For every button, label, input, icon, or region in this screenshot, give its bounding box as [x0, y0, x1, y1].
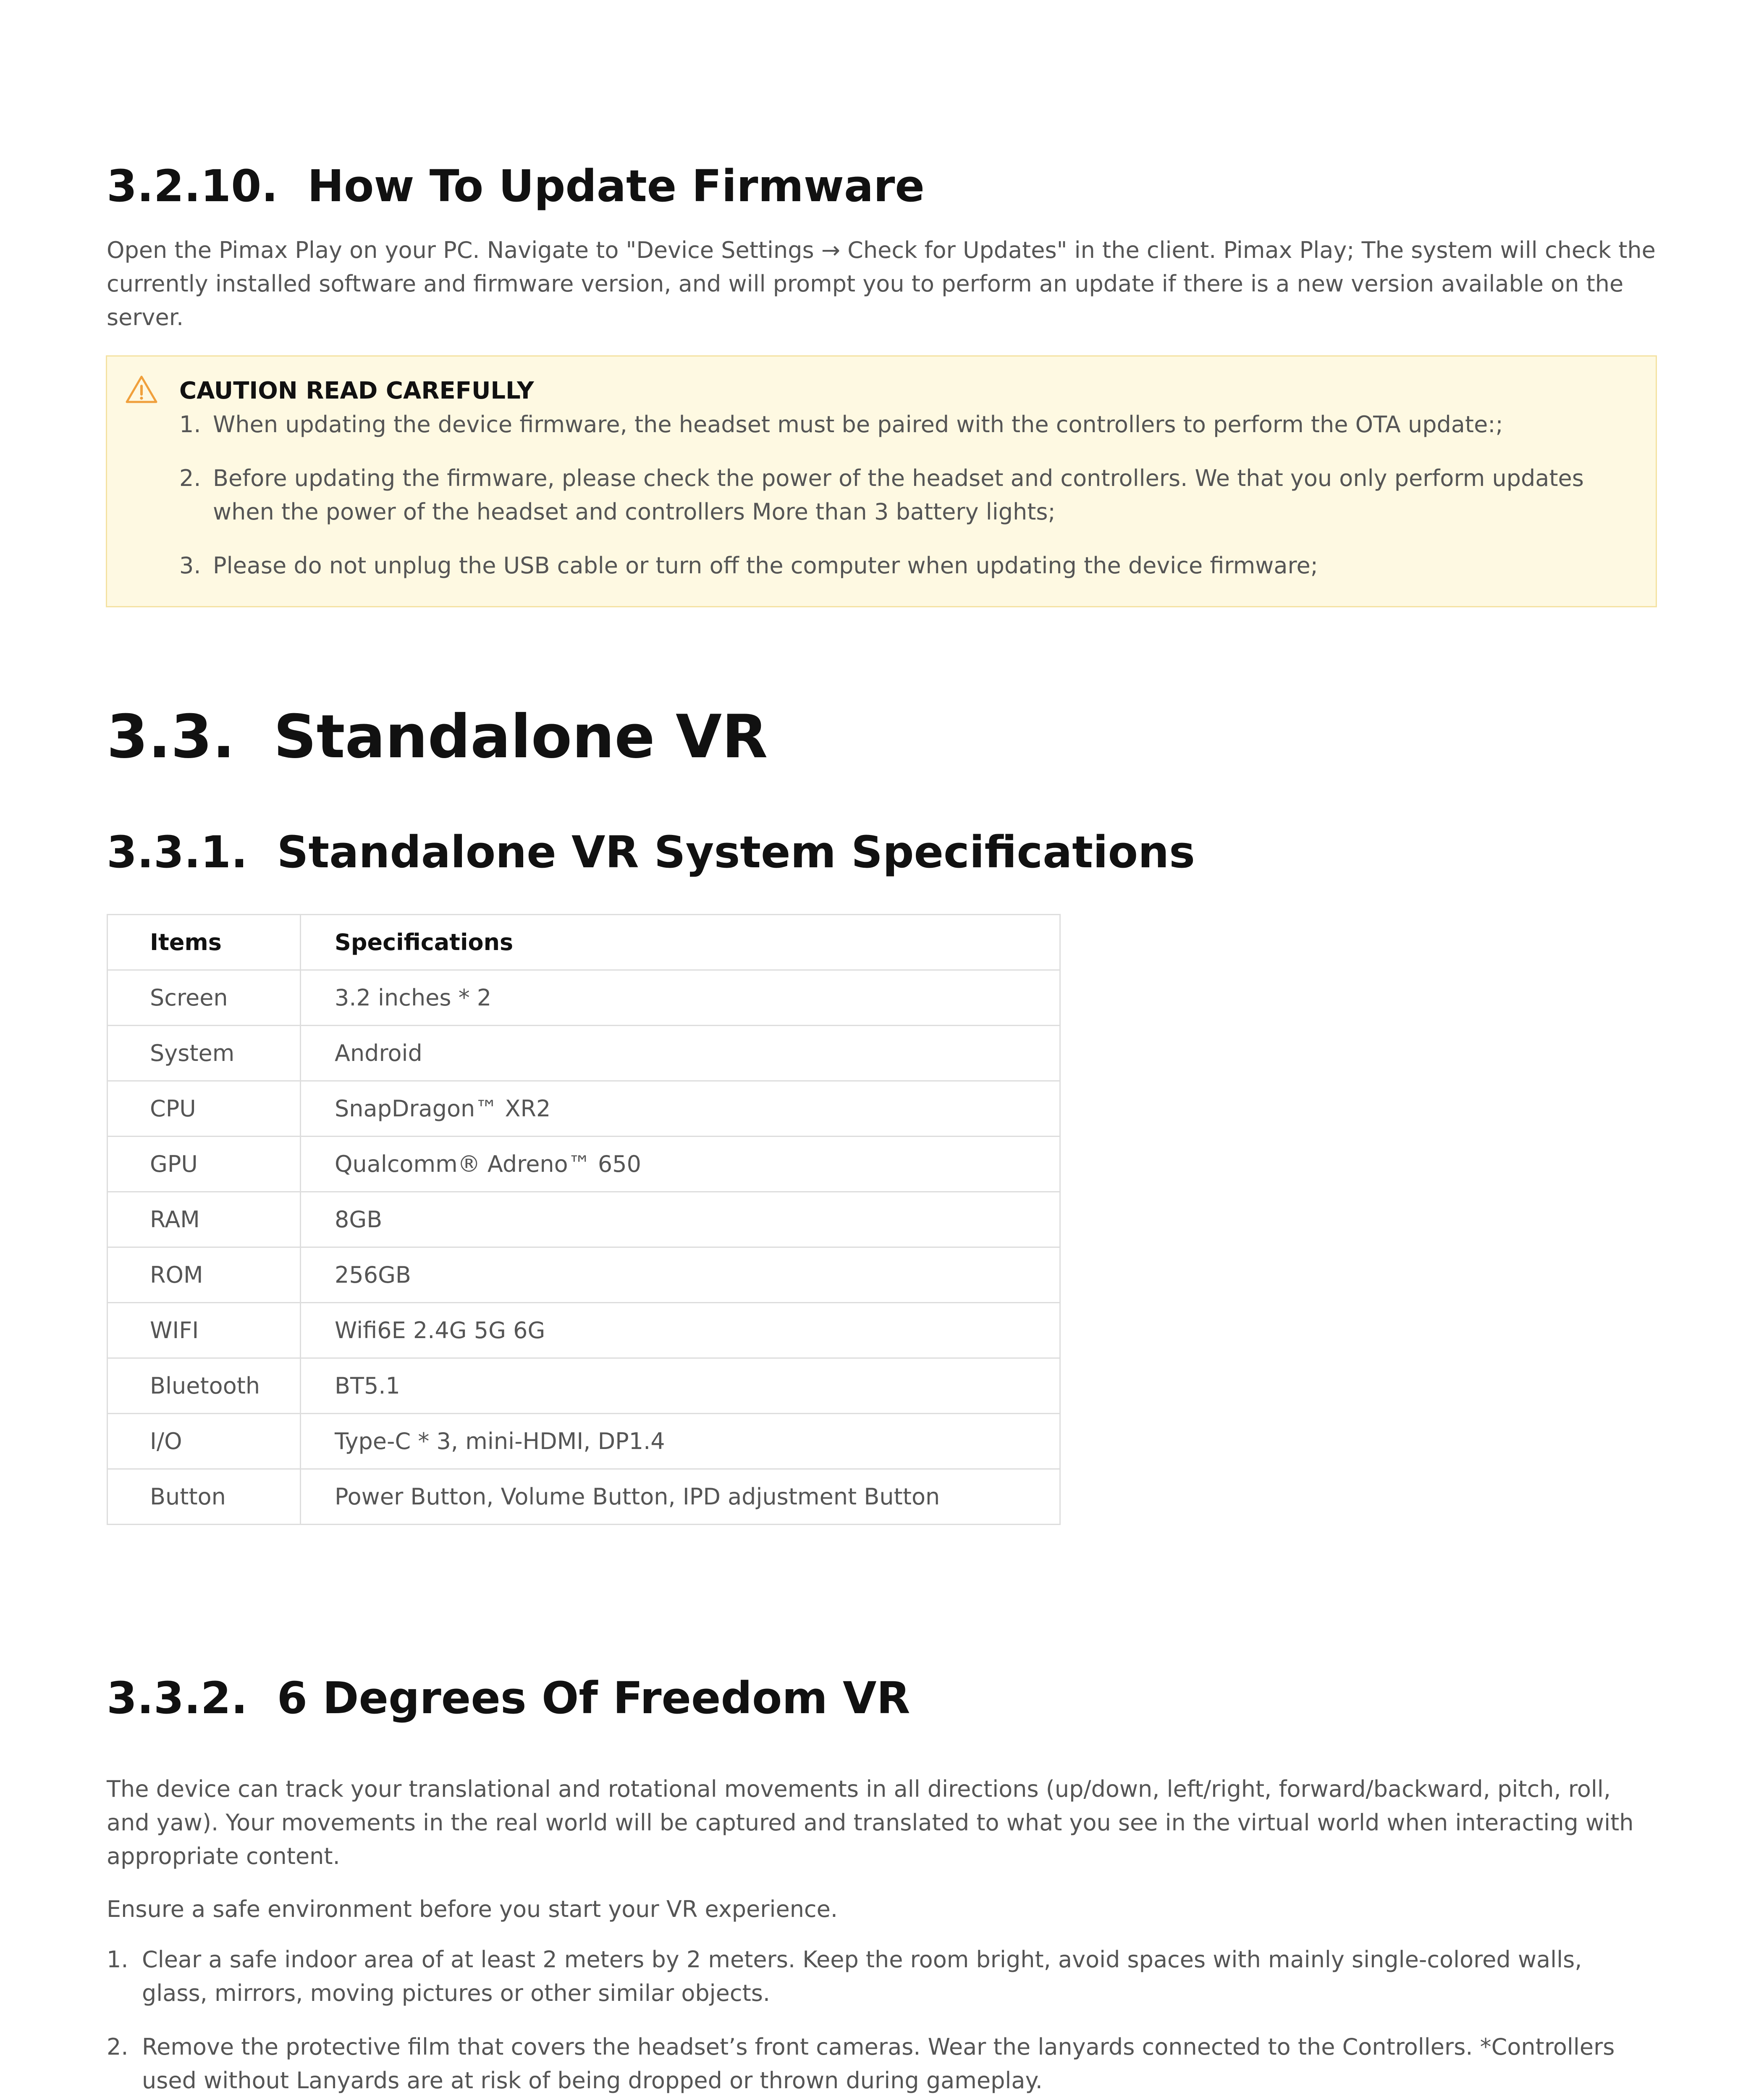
table-cell-item: Screen	[107, 970, 301, 1026]
dof-heading-title: 6 Degrees Of Freedom VR	[277, 1672, 910, 1724]
table-row	[107, 1303, 1060, 1358]
table-row	[107, 1358, 1060, 1414]
firmware-caution-title: CAUTION READ CAREFULLY	[179, 377, 534, 404]
dof-steps-list	[107, 1943, 1618, 2100]
table-cell-item: ROM	[107, 1247, 301, 1303]
list-item	[107, 2030, 1618, 2097]
table-cell-spec: 3.2 inches * 2	[301, 970, 1060, 1026]
table-cell-spec: Wifi6E 2.4G 5G 6G	[301, 1303, 1060, 1358]
standalone-heading-number: 3.3.	[107, 702, 235, 772]
table-header-row	[107, 915, 1060, 970]
table-cell-spec: 256GB	[301, 1247, 1060, 1303]
table-header-items: Items	[107, 915, 301, 970]
specs-heading	[107, 825, 1195, 879]
warning-icon	[125, 374, 158, 404]
firmware-heading-title: How To Update Firmware	[307, 160, 925, 212]
list-item-text: Before updating the firmware, please check the power of the headset and controllers. We that you only perform updates when the power of the headset and controllers More than 3 battery lights;	[213, 465, 1584, 525]
list-item	[179, 462, 1632, 529]
list-item	[107, 1943, 1618, 2010]
firmware-heading	[107, 159, 925, 213]
table-row	[107, 1026, 1060, 1081]
table-row	[107, 970, 1060, 1026]
table-cell-spec: SnapDragon™ XR2	[301, 1081, 1060, 1137]
list-item-number: 3.	[179, 552, 201, 579]
specs-heading-number: 3.3.1.	[107, 827, 248, 878]
table-row	[107, 1247, 1060, 1303]
list-item-text: Remove the protective film that covers the headset’s front cameras. Wear the lanyards connected to the Controllers. *Controllers used without Lanyards are at risk of being dropped or thrown during gameplay.	[142, 2034, 1615, 2094]
table-cell-spec: Qualcomm® Adreno™ 650	[301, 1137, 1060, 1192]
table-cell-spec: Power Button, Volume Button, IPD adjustment Button	[301, 1469, 1060, 1525]
list-item-number: 1.	[107, 1946, 128, 1973]
dof-heading-number: 3.3.2.	[107, 1672, 248, 1724]
list-item-text: Clear a safe indoor area of at least 2 meters by 2 meters. Keep the room bright, avoid spaces with mainly single-colored walls, glass, mirrors, moving pictures or other similar objects.	[142, 1946, 1582, 2006]
table-row	[107, 1192, 1060, 1247]
table-cell-item: Button	[107, 1469, 301, 1525]
table-cell-spec: BT5.1	[301, 1358, 1060, 1414]
firmware-caution-box	[106, 355, 1657, 607]
table-cell-item: CPU	[107, 1081, 301, 1137]
dof-paragraph: The device can track your translational and rotational movements in all directions (up/down, left/right, forward/backward, pitch, roll, and yaw). Your movements in the real world will be captured and translated to what you see in the virtual world when interacting with appropriate content.	[107, 1776, 1634, 1869]
table-cell-spec: Android	[301, 1026, 1060, 1081]
dof-heading	[107, 1671, 910, 1725]
list-item-number: 2.	[179, 465, 201, 491]
table-cell-item: GPU	[107, 1137, 301, 1192]
table-row	[107, 1137, 1060, 1192]
list-item	[179, 408, 1632, 441]
dof-safety-intro: Ensure a safe environment before you start your VR experience.	[107, 1896, 838, 1922]
table-header-specifications: Specifications	[301, 915, 1060, 970]
table-row	[107, 1081, 1060, 1137]
firmware-heading-number: 3.2.10.	[107, 160, 278, 212]
list-item-text: Please do not unplug the USB cable or turn off the computer when updating the device firmware;	[213, 552, 1318, 579]
specs-heading-title: Standalone VR System Specifications	[277, 827, 1195, 878]
table-cell-item: RAM	[107, 1192, 301, 1247]
table-row	[107, 1414, 1060, 1469]
table-cell-item: Bluetooth	[107, 1358, 301, 1414]
list-item-number: 1.	[179, 411, 201, 438]
firmware-caution-list	[179, 408, 1632, 603]
list-item	[179, 549, 1632, 583]
standalone-heading	[107, 701, 768, 773]
table-cell-item: System	[107, 1026, 301, 1081]
table-cell-spec: Type-C * 3, mini-HDMI, DP1.4	[301, 1414, 1060, 1469]
table-row	[107, 1469, 1060, 1525]
list-item-text: When updating the device firmware, the headset must be paired with the controllers to perform the OTA update:;	[213, 411, 1503, 438]
standalone-heading-title: Standalone VR	[273, 702, 768, 772]
firmware-intro: Open the Pimax Play on your PC. Navigate to "Device Settings → Check for Updates" in the client. Pimax Play; The system will check the currently installed software and firmware version, and will prompt you to perform an update if there is a new version available on the server.	[107, 237, 1656, 331]
table-cell-item: WIFI	[107, 1303, 301, 1358]
list-item-number: 2.	[107, 2034, 128, 2060]
specs-table	[107, 914, 1061, 1525]
table-cell-item: I/O	[107, 1414, 301, 1469]
table-cell-spec: 8GB	[301, 1192, 1060, 1247]
